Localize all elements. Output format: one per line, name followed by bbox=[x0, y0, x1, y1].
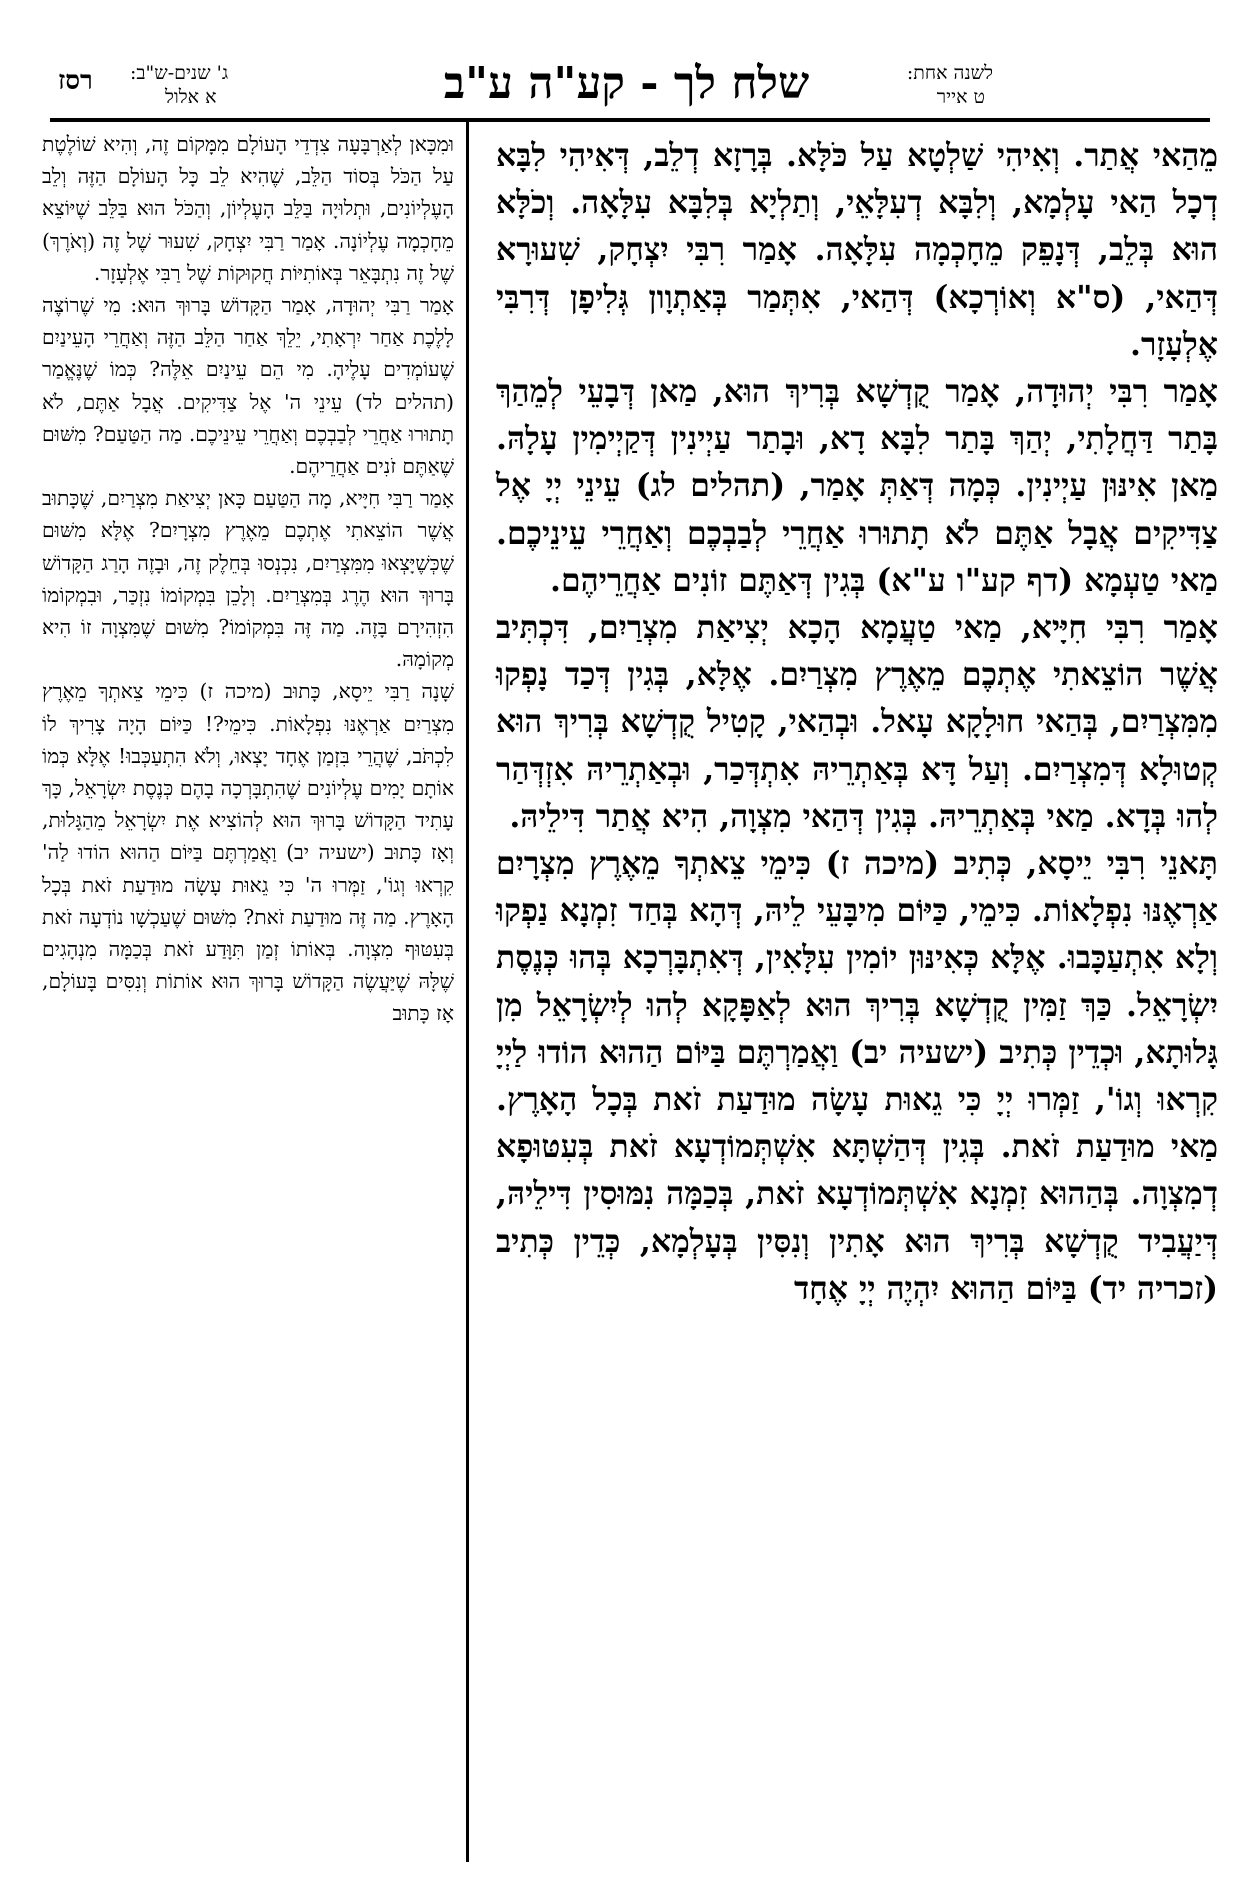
column-divider bbox=[466, 122, 469, 1862]
three-year-schedule-label: ג' שנים-ש"ב: bbox=[130, 62, 229, 84]
page-header bbox=[0, 52, 1253, 122]
translation-paragraph: אָמַר רַבִּי יְהוּדָה, אָמַר הַקָּדוֹשׁ בָּרוּךְ הוּא: מִי שֶׁרוֹצֶה לָלֶכֶת אַחַר יִרְאָתִי, יֵלֵךְ אַחַר הַלֵּב הַזֶּה וְאַחֲרֵי הָעֵינַיִם שֶׁעוֹמְדִים עָלֶיהָ. מִי הֵם עֵינַיִם אֵלֶּה? כְּמוֹ שֶׁנֶּאֱמַר (תהלים לד) עֵינֵי ה' אֶל צַדִּיקִים. אֲבָל אַתֶּם, לֹא תָתוּרוּ אַחֲרֵי לְבַבְכֶם וְאַחֲרֵי עֵינֵיכֶם. מַה הַטַּעַם? מִשּׁוּם שֶׁאַתֶּם זֹנִים אַחֲרֵיהֶם. bbox=[42, 293, 454, 479]
three-year-schedule-date: א אלול bbox=[165, 86, 217, 108]
main-paragraph: אָמַר רִבִּי יְהוּדָה, אָמַר קֻדְשָׁא בְּרִיךְ הוּא, מַאן דְּבָעֵי לְמֵהַךְ בָּתַר דַּחֲלָתִי, יְהַךְ בָּתַר לִבָּא דָא, וּבָתַר עַיְינִין דְּקַיְימִין עָלָהּ. מַאן אִינּוּן עַיְינִין. כְּמָה דְּאַתְּ אָמַר, (תהלים לג) עֵינֵי יְיָ אֶל צַדִּיקִים אֲבָל אַתֶּם לֹא תָתוּרוּ אַחֲרֵי לְבַבְכֶם וְאַחֲרֵי עֵינֵיכֶם. מַאי טַעְמָא (דף קע"ו ע"א) בְּגִין דְּאַתֶּם זוֹנִים אַחֲרֵיהֶם. bbox=[496, 373, 1218, 599]
translation-paragraph: אָמַר רַבִּי חִיָּיא, מָה הַטַּעַם כָּאן יְצִיאַת מִצְרַיִם, שֶׁכָּתוּב אֲשֶׁר הוֹצֵאתִי אֶתְכֶם מֵאֶרֶץ מִצְרָיִם? אֶלָּא מִשּׁוּם שֶׁכְּשֶׁיָּצְאוּ מִמִּצְרַיִם, נִכְנְסוּ בְּחֵלֶק זֶה, וּבָזֶה הָרַג הַקָּדוֹשׁ בָּרוּךְ הוּא הֶרֶג בְּמִצְרַיִם. וְלָכֵן בִּמְקוֹמוֹ נִזְכַּר, וּבִמְקוֹמוֹ הִזְהִירָם בָּזֶה. מַה זֶּה בִּמְקוֹמוֹ? מִשּׁוּם שֶׁמִּצְוָה זוֹ הִיא מְקוֹמָהּ. bbox=[42, 486, 454, 672]
page-title: שלח לך - קע"ה ע"ב bbox=[443, 58, 810, 109]
main-paragraph: מֵהַאי אֲתַר. וְאִיהִי שַׁלְטָא עַל כֹּלָּא. בְּרָזָא דְלֵב, דְּאִיהִי לִבָּא דְכָל הַאי עָלְמָא, וְלִבָּא דְעִלָּאֵי, וְתַלְיָא בְּלִבָּא עִלָּאָה. וְכֹלָּא הוּא בְּלֵב, דְּנָפֵק מֵחָכְמָה עִלָּאָה. אָמַר רִבִּי יִצְחָק, שִׁעוּרָא דְּהַאי, (ס"א וְאוֹרְכָא) דְּהַאי, אִתְּמַר בְּאַתְוָון גְּלִיפָן דְּרִבִּי אֶלְעָזָר. bbox=[496, 137, 1218, 363]
aramaic-main-column bbox=[496, 132, 1218, 1312]
header-divider bbox=[50, 118, 1210, 122]
translation-paragraph: וּמִכָּאן לְאַרְבָּעָה צִדְדֵי הָעוֹלָם מִמָּקוֹם זֶה, וְהִיא שׁוֹלֶטֶת עַל הַכֹּל בְּסוֹד הַלֵּב, שֶׁהִיא לֵב כָּל הָעוֹלָם הַזֶּה וְלֵב הָעֶלְיוֹנִים, וּתְלוּיָה בַּלֵּב הָעֶלְיוֹן, וְהַכֹּל הוּא בַּלֵּב שֶׁיּוֹצֵא מֵחָכְמָה עֶלְיוֹנָה. אָמַר רַבִּי יִצְחָק, שִׁעוּר שֶׁל זֶה (וְאֹרֶךְ) שֶׁל זֶה נִתְבָּאֵר בְּאוֹתִיּוֹת חֲקוּקוֹת שֶׁל רַבִּי אֶלְעָזָר. bbox=[42, 132, 454, 285]
daily-schedule-label: לשנה אחת: bbox=[906, 62, 993, 84]
page-number: רסז bbox=[58, 66, 93, 96]
daily-schedule-date: ט אייר bbox=[936, 86, 985, 108]
translation-paragraph: שָׁנָה רַבִּי יֵיסָא, כָּתוּב (מיכה ז) כִּימֵי צֵאתְךָ מֵאֶרֶץ מִצְרַיִם אַרְאֶנּוּ נִפְלָאוֹת. כִּימֵי?! כַּיּוֹם הָיָה צָרִיךְ לוֹ לִכְתֹּב, שֶׁהֲרֵי בִּזְמַן אֶחָד יָצְאוּ, וְלֹא הִתְעַכְּבוּ! אֶלָּא כְּמוֹ אוֹתָם יָמִים עֶלְיוֹנִים שֶׁהִתְבָּרְכָה בָהֶם כְּנֶסֶת יִשְׂרָאֵל, כָּךְ עָתִיד הַקָּדוֹשׁ בָּרוּךְ הוּא לְהוֹצִיא אֶת יִשְׂרָאֵל מֵהַגָּלוּת, וְאָז כָּתוּב (ישעיה יב) וַאֲמַרְתֶּם בַּיּוֹם הַהוּא הוֹדוּ לַה' קִרְאוּ וְגוֹ', זַמְּרוּ ה' כִּי גֵאוּת עָשָׂה מוּדַעַת זֹאת בְּכָל הָאָרֶץ. מַה זֶּה מוּדַעַת זֹאת? מִשּׁוּם שֶׁעַכְשָׁו נוֹדְעָה זֹאת בְּעִטּוּף מִצְוָה. בְּאוֹתוֹ זְמַן תִּוָּדַע זֹאת בְּכַמָּה מִנְהָגִים שֶׁלָּהּ שֶׁיַּעֲשֶׂה הַקָּדוֹשׁ בָּרוּךְ הוּא אוֹתוֹת וְנִסִּים בָּעוֹלָם, אָז כָּתוּב bbox=[42, 679, 454, 1026]
main-paragraph: אָמַר רִבִּי חִיָּיא, מַאי טַעֲמָא הָכָא יְצִיאַת מִצְרַיִם, דִּכְתִּיב אֲשֶׁר הוֹצֵאתִי אֶתְכֶם מֵאֶרֶץ מִצְרַיִם. אֶלָּא, בְּגִין דְּכַד נָפְקוּ מִמִּצְרַיִם, בְּהַאי חוּלָקָא עָאל. וּבְהַאי, קָטִיל קֻדְשָׁא בְּרִיךְ הוּא קְטוּלָא דְּמִצְרַיִם. וְעַל דָּא בְּאַתְרֵיהּ אִתְדְּכַר, וּבְאַתְרֵיהּ אִזְדְּהַר לְהוּ בְּדָא. מַאי בְּאַתְרֵיהּ. בְּגִין דְּהַאי מִצְוָה, הִיא אֲתַר דִּילֵיהּ. bbox=[496, 609, 1218, 835]
hebrew-translation-column bbox=[42, 128, 454, 1030]
main-paragraph: תָּאנֵי רִבִּי יֵיסָא, כְּתִיב (מיכה ז) כִּימֵי צֵאתְךָ מֵאֶרֶץ מִצְרָיִם אַרְאֶנּוּ נִפְלָאוֹת. כִּימֵי, כַּיּוֹם מִיבָּעֵי לֵיהּ, דְּהָא בְּחַד זִמְנָא נַפְקוּ וְלָא אִתְעַכָּבוּ. אֶלָּא כְּאִינּוּן יוֹמִין עִלָּאִין, דְּאִתְבָּרְכָא בְּהוּ כְּנֶסֶת יִשְׂרָאֵל. כַּךְ זַמִּין קֻדְשָׁא בְּרִיךְ הוּא לְאַפָּקָא לְהוּ לְיִשְׂרָאֵל מִן גָּלוּתָא, וּכְדֵין כְּתִיב (ישעיה יב) וַאֲמַרְתֶּם בַּיּוֹם הַהוּא הוֹדוּ לַיְיָ קִרְאוּ וְגוֹ', זַמְּרוּ יְיָ כִּי גֵאוּת עָשָׂה מוּדַעַת זֹאת בְּכָל הָאָרֶץ. מַאי מוּדַעַת זֹאת. בְּגִין דְּהַשְׁתָּא אִשְׁתְּמוֹדְעָא זֹאת בְּעִטּוּפָא דְמִצְוָה. בְּהַהוּא זִמְנָא אִשְׁתְּמוֹדְעָא זֹאת, בְּכַמָּה נִמּוּסִין דִּילֵיהּ, דְּיַעֲבִיד קֻדְשָׁא בְּרִיךְ הוּא אָתִין וְנִסִּין בְּעָלְמָא, כְּדֵין כְּתִיב (זכריה יד) בַּיּוֹם הַהוּא יִהְיֶה יְיָ אֶחָד bbox=[496, 845, 1218, 1307]
